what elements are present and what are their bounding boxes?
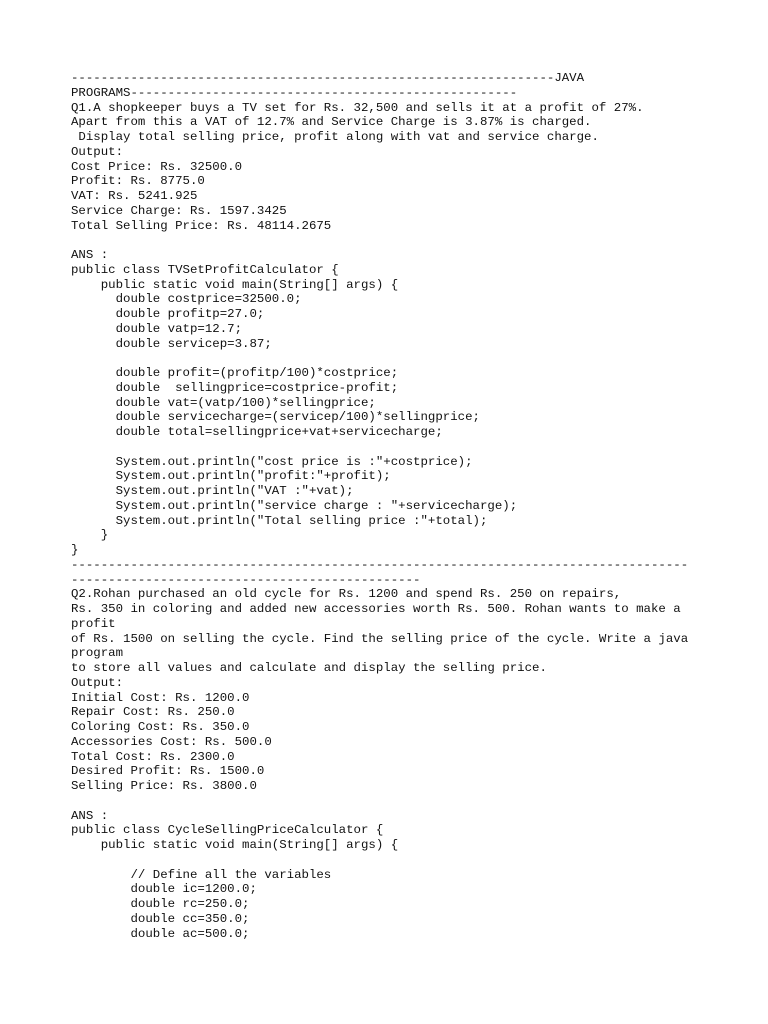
- text-line: Q2.Rohan purchased an old cycle for Rs. 1200 and spend Rs. 250 on repairs,: [71, 587, 622, 602]
- text-line: System.out.println("Total selling price :"+total);: [71, 513, 488, 528]
- text-line: double vatp=12.7;: [71, 321, 243, 336]
- text-line: Cost Price: Rs. 32500.0: [71, 159, 243, 174]
- text-line: program: [71, 646, 124, 661]
- text-line: System.out.println("cost price is :"+costprice);: [71, 454, 473, 469]
- text-line: [71, 853, 761, 868]
- text-line: -----------------------------------------------------------------JAVA: [71, 71, 585, 85]
- text-line: double rc=250.0;: [71, 897, 250, 911]
- text-line: double servicecharge=(servicep/100)*sellingprice;: [71, 410, 480, 425]
- document-text: [71, 71, 761, 941]
- text-line: Desired Profit: Rs. 1500.0: [71, 764, 265, 779]
- text-line: -----------------------------------------------: [71, 572, 421, 587]
- text-line: of Rs. 1500 on selling the cycle. Find the selling price of the cycle. Write a java: [71, 631, 689, 646]
- text-line: profit: [71, 616, 116, 631]
- text-line: [71, 440, 761, 455]
- text-line: Total Cost: Rs. 2300.0: [71, 749, 235, 764]
- text-line: Display total selling price, profit along with vat and service charge.: [71, 130, 599, 144]
- text-line: PROGRAMS----------------------------------------------------: [71, 85, 518, 100]
- text-line: ANS :: [71, 808, 109, 823]
- text-line: [71, 233, 761, 248]
- text-line: double profitp=27.0;: [71, 307, 265, 321]
- text-line: // Define all the variables: [71, 867, 332, 882]
- text-line: System.out.println("VAT :"+vat);: [71, 484, 354, 498]
- text-line: ANS :: [71, 248, 109, 262]
- text-line: -----------------------------------------------------------------------------------: [71, 557, 689, 572]
- text-line: double total=sellingprice+vat+servicecharge;: [71, 425, 443, 439]
- text-line: Total Selling Price: Rs. 48114.2675: [71, 218, 332, 233]
- text-line: double sellingprice=costprice-profit;: [71, 380, 399, 395]
- text-line: public class TVSetProfitCalculator {: [71, 262, 339, 277]
- text-line: double vat=(vatp/100)*sellingprice;: [71, 395, 376, 410]
- text-line: double profit=(profitp/100)*costprice;: [71, 366, 399, 380]
- text-line: double costprice=32500.0;: [71, 292, 302, 307]
- text-line: public static void main(String[] args) {: [71, 838, 399, 852]
- text-line: System.out.println("service charge : "+servicecharge);: [71, 498, 518, 513]
- text-line: public class CycleSellingPriceCalculator {: [71, 823, 384, 838]
- text-line: Output:: [71, 675, 124, 690]
- text-line: Accessories Cost: Rs. 500.0: [71, 734, 272, 749]
- text-line: Output:: [71, 144, 124, 159]
- text-line: [71, 351, 761, 366]
- text-line: public static void main(String[] args) {: [71, 277, 399, 292]
- text-line: [71, 794, 761, 809]
- text-line: Service Charge: Rs. 1597.3425: [71, 203, 287, 218]
- text-line: }: [71, 543, 79, 557]
- text-line: Initial Cost: Rs. 1200.0: [71, 690, 250, 705]
- text-line: Profit: Rs. 8775.0: [71, 174, 205, 189]
- text-line: Apart from this a VAT of 12.7% and Service Charge is 3.87% is charged.: [71, 115, 592, 130]
- text-line: double ic=1200.0;: [71, 882, 257, 897]
- text-line: Repair Cost: Rs. 250.0: [71, 705, 235, 720]
- text-line: System.out.println("profit:"+profit);: [71, 469, 391, 484]
- text-line: VAT: Rs. 5241.925: [71, 189, 198, 203]
- text-line: to store all values and calculate and display the selling price.: [71, 661, 547, 675]
- text-line: double servicep=3.87;: [71, 336, 272, 351]
- text-line: }: [71, 528, 109, 543]
- text-line: Coloring Cost: Rs. 350.0: [71, 720, 250, 734]
- text-line: double ac=500.0;: [71, 926, 250, 941]
- text-line: Q1.A shopkeeper buys a TV set for Rs. 32,500 and sells it at a profit of 27%.: [71, 100, 644, 115]
- text-line: Rs. 350 in coloring and added new accessories worth Rs. 500. Rohan wants to make a: [71, 602, 681, 616]
- text-line: double cc=350.0;: [71, 911, 250, 926]
- text-line: Selling Price: Rs. 3800.0: [71, 779, 257, 793]
